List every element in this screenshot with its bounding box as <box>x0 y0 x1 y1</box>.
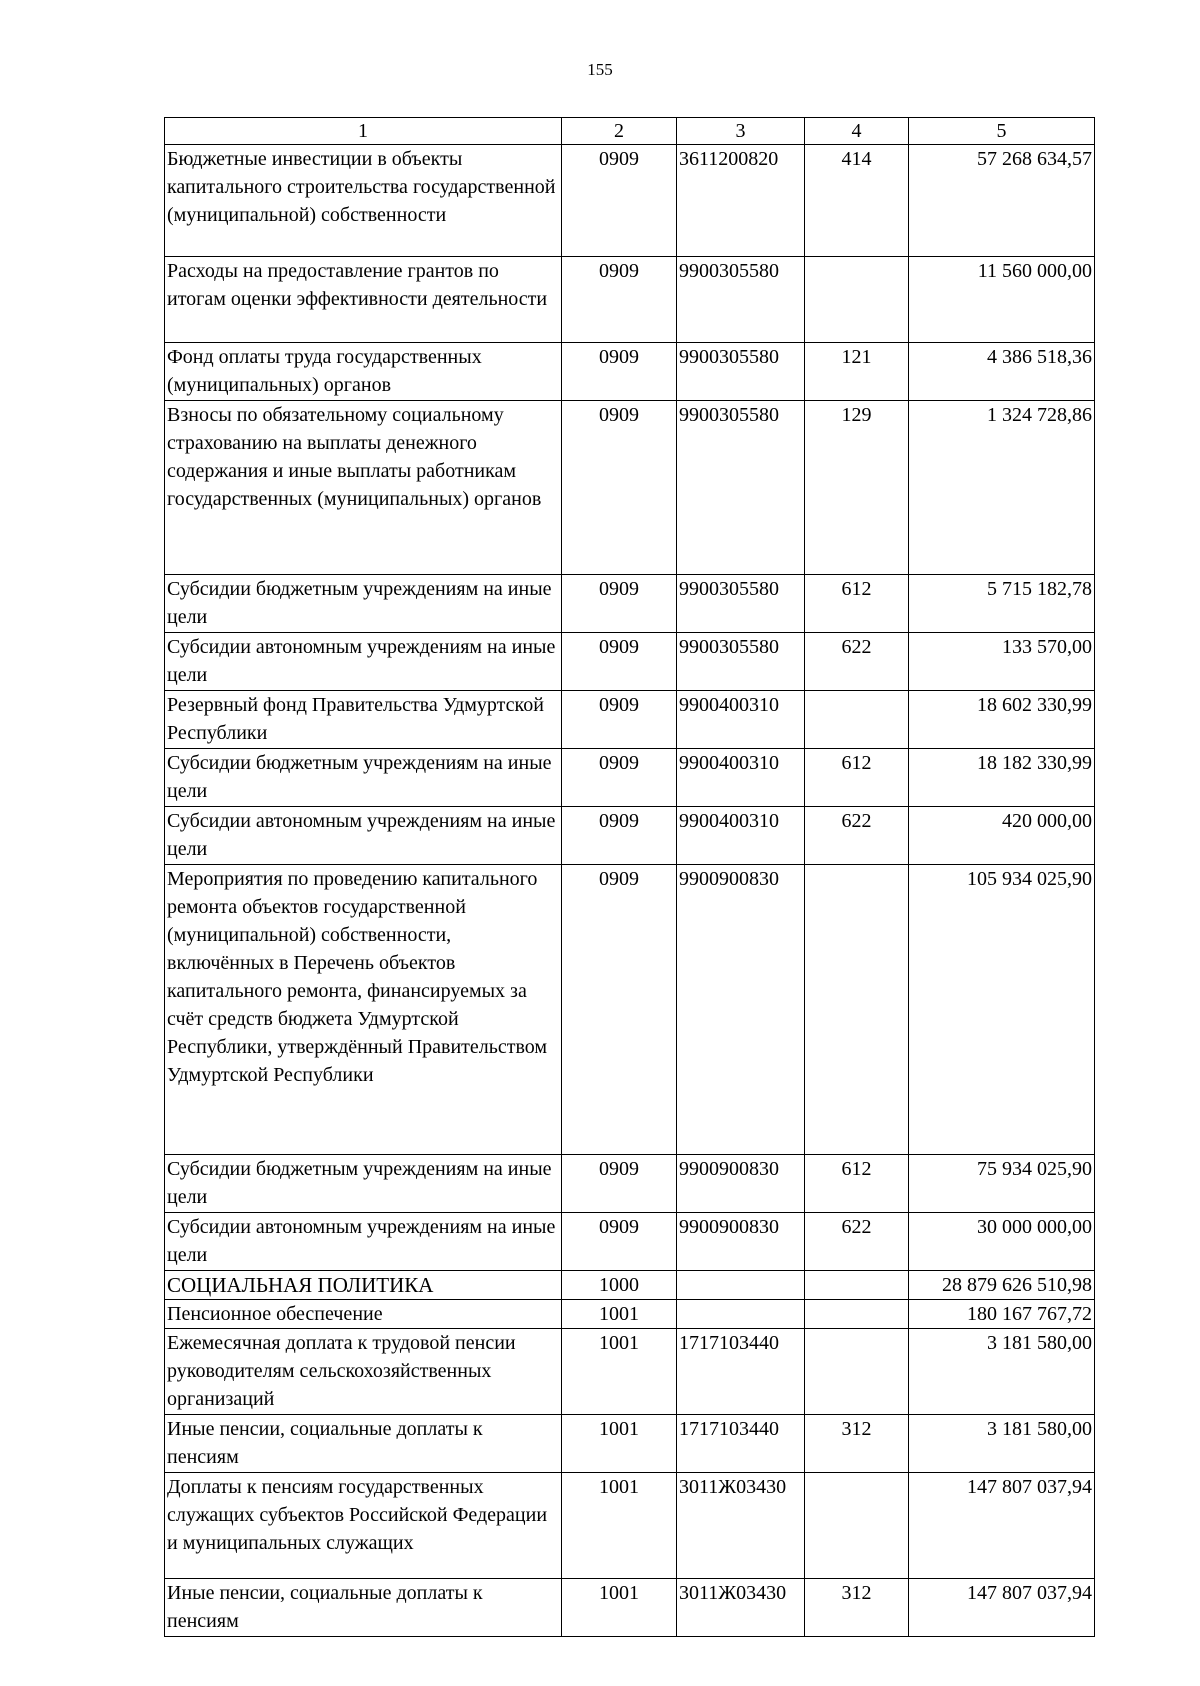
row-name: Иные пенсии, социальные доплаты к пенсиям <box>165 1579 562 1637</box>
table-row <box>165 1271 1095 1300</box>
row-type: 129 <box>805 401 909 575</box>
row-article: 3011Ж03430 <box>677 1579 805 1637</box>
row-type: 312 <box>805 1415 909 1473</box>
row-type <box>805 1329 909 1415</box>
row-type: 612 <box>805 749 909 807</box>
row-type: 414 <box>805 145 909 257</box>
table-row <box>165 343 1095 401</box>
row-name: Мероприятия по проведению капитального ремонта объектов государственной (муниципальной) собственности, включённых в Перечень объектов капитального ремонта, финансируемых за счёт средств бюджета Удмуртской Республики, утверждённый Правительством Удмуртской Республики <box>165 865 562 1155</box>
table-row <box>165 865 1095 1155</box>
row-section: 0909 <box>562 401 677 575</box>
row-article: 9900305580 <box>677 257 805 343</box>
row-name: Пенсионное обеспечение <box>165 1300 562 1329</box>
row-section: 0909 <box>562 575 677 633</box>
table-row <box>165 1473 1095 1579</box>
row-name: Субсидии автономным учреждениям на иные цели <box>165 1213 562 1271</box>
row-amount: 18 182 330,99 <box>909 749 1095 807</box>
row-type <box>805 1473 909 1579</box>
page-number: 155 <box>587 60 613 79</box>
row-article: 9900900830 <box>677 865 805 1155</box>
table-row <box>165 145 1095 257</box>
table-header-row <box>165 118 1095 145</box>
table-row <box>165 1155 1095 1213</box>
row-section: 1001 <box>562 1473 677 1579</box>
row-amount: 30 000 000,00 <box>909 1213 1095 1271</box>
row-article: 1717103440 <box>677 1329 805 1415</box>
row-article: 9900400310 <box>677 749 805 807</box>
row-amount: 1 324 728,86 <box>909 401 1095 575</box>
row-section: 0909 <box>562 633 677 691</box>
row-article <box>677 1271 805 1300</box>
row-article: 1717103440 <box>677 1415 805 1473</box>
table-row <box>165 749 1095 807</box>
row-article: 3611200820 <box>677 145 805 257</box>
row-amount: 133 570,00 <box>909 633 1095 691</box>
row-amount: 5 715 182,78 <box>909 575 1095 633</box>
row-type: 622 <box>805 633 909 691</box>
row-name: СОЦИАЛЬНАЯ ПОЛИТИКА <box>165 1271 562 1300</box>
row-article <box>677 1300 805 1329</box>
row-name: Субсидии бюджетным учреждениям на иные цели <box>165 749 562 807</box>
row-section: 0909 <box>562 865 677 1155</box>
row-amount: 3 181 580,00 <box>909 1415 1095 1473</box>
row-type: 612 <box>805 575 909 633</box>
row-section: 0909 <box>562 1213 677 1271</box>
row-section: 0909 <box>562 1155 677 1213</box>
row-section: 0909 <box>562 145 677 257</box>
table-row <box>165 1415 1095 1473</box>
row-name: Субсидии автономным учреждениям на иные цели <box>165 807 562 865</box>
row-article: 9900305580 <box>677 401 805 575</box>
row-type: 312 <box>805 1579 909 1637</box>
row-name: Субсидии бюджетным учреждениям на иные цели <box>165 575 562 633</box>
row-section: 0909 <box>562 257 677 343</box>
header-cell: 4 <box>805 118 909 145</box>
table-row <box>165 1329 1095 1415</box>
row-section: 1001 <box>562 1415 677 1473</box>
row-type <box>805 865 909 1155</box>
row-section: 1001 <box>562 1329 677 1415</box>
row-name: Иные пенсии, социальные доплаты к пенсиям <box>165 1415 562 1473</box>
header-cell: 1 <box>165 118 562 145</box>
row-amount: 18 602 330,99 <box>909 691 1095 749</box>
row-amount: 420 000,00 <box>909 807 1095 865</box>
row-amount: 105 934 025,90 <box>909 865 1095 1155</box>
row-article: 9900900830 <box>677 1155 805 1213</box>
row-section: 0909 <box>562 749 677 807</box>
row-name: Субсидии бюджетным учреждениям на иные цели <box>165 1155 562 1213</box>
table-row <box>165 1300 1095 1329</box>
row-amount: 3 181 580,00 <box>909 1329 1095 1415</box>
row-article: 9900400310 <box>677 807 805 865</box>
row-article: 9900305580 <box>677 633 805 691</box>
budget-table <box>164 117 1095 1637</box>
row-amount: 28 879 626 510,98 <box>909 1271 1095 1300</box>
table-row <box>165 257 1095 343</box>
table-row <box>165 807 1095 865</box>
row-amount: 75 934 025,90 <box>909 1155 1095 1213</box>
table-row <box>165 633 1095 691</box>
header-cell: 2 <box>562 118 677 145</box>
row-amount: 180 167 767,72 <box>909 1300 1095 1329</box>
row-section: 1001 <box>562 1300 677 1329</box>
table-row <box>165 401 1095 575</box>
row-type: 622 <box>805 807 909 865</box>
row-name: Расходы на предоставление грантов по итогам оценки эффективности деятельности <box>165 257 562 343</box>
row-type: 622 <box>805 1213 909 1271</box>
table-row <box>165 1213 1095 1271</box>
row-section: 1000 <box>562 1271 677 1300</box>
row-name: Субсидии автономным учреждениям на иные цели <box>165 633 562 691</box>
row-section: 0909 <box>562 691 677 749</box>
row-article: 9900305580 <box>677 343 805 401</box>
row-name: Бюджетные инвестиции в объекты капитального строительства государственной (муниципальной) собственности <box>165 145 562 257</box>
row-amount: 11 560 000,00 <box>909 257 1095 343</box>
row-amount: 57 268 634,57 <box>909 145 1095 257</box>
row-type <box>805 1271 909 1300</box>
row-article: 9900900830 <box>677 1213 805 1271</box>
row-amount: 4 386 518,36 <box>909 343 1095 401</box>
row-type <box>805 257 909 343</box>
row-article: 3011Ж03430 <box>677 1473 805 1579</box>
row-amount: 147 807 037,94 <box>909 1579 1095 1637</box>
row-article: 9900400310 <box>677 691 805 749</box>
row-section: 0909 <box>562 807 677 865</box>
row-article: 9900305580 <box>677 575 805 633</box>
table-row <box>165 575 1095 633</box>
row-type: 121 <box>805 343 909 401</box>
table-row <box>165 1579 1095 1637</box>
row-name: Фонд оплаты труда государственных (муниципальных) органов <box>165 343 562 401</box>
row-name: Резервный фонд Правительства Удмуртской Республики <box>165 691 562 749</box>
header-cell: 5 <box>909 118 1095 145</box>
table-row <box>165 691 1095 749</box>
row-name: Ежемесячная доплата к трудовой пенсии руководителям сельскохозяйственных организаций <box>165 1329 562 1415</box>
row-section: 0909 <box>562 343 677 401</box>
row-amount: 147 807 037,94 <box>909 1473 1095 1579</box>
row-type <box>805 1300 909 1329</box>
row-section: 1001 <box>562 1579 677 1637</box>
row-name: Доплаты к пенсиям государственных служащих субъектов Российской Федерации и муниципальных служащих <box>165 1473 562 1579</box>
header-cell: 3 <box>677 118 805 145</box>
row-type <box>805 691 909 749</box>
row-type: 612 <box>805 1155 909 1213</box>
row-name: Взносы по обязательному социальному страхованию на выплаты денежного содержания и иные выплаты работникам государственных (муниципальных) органов <box>165 401 562 575</box>
